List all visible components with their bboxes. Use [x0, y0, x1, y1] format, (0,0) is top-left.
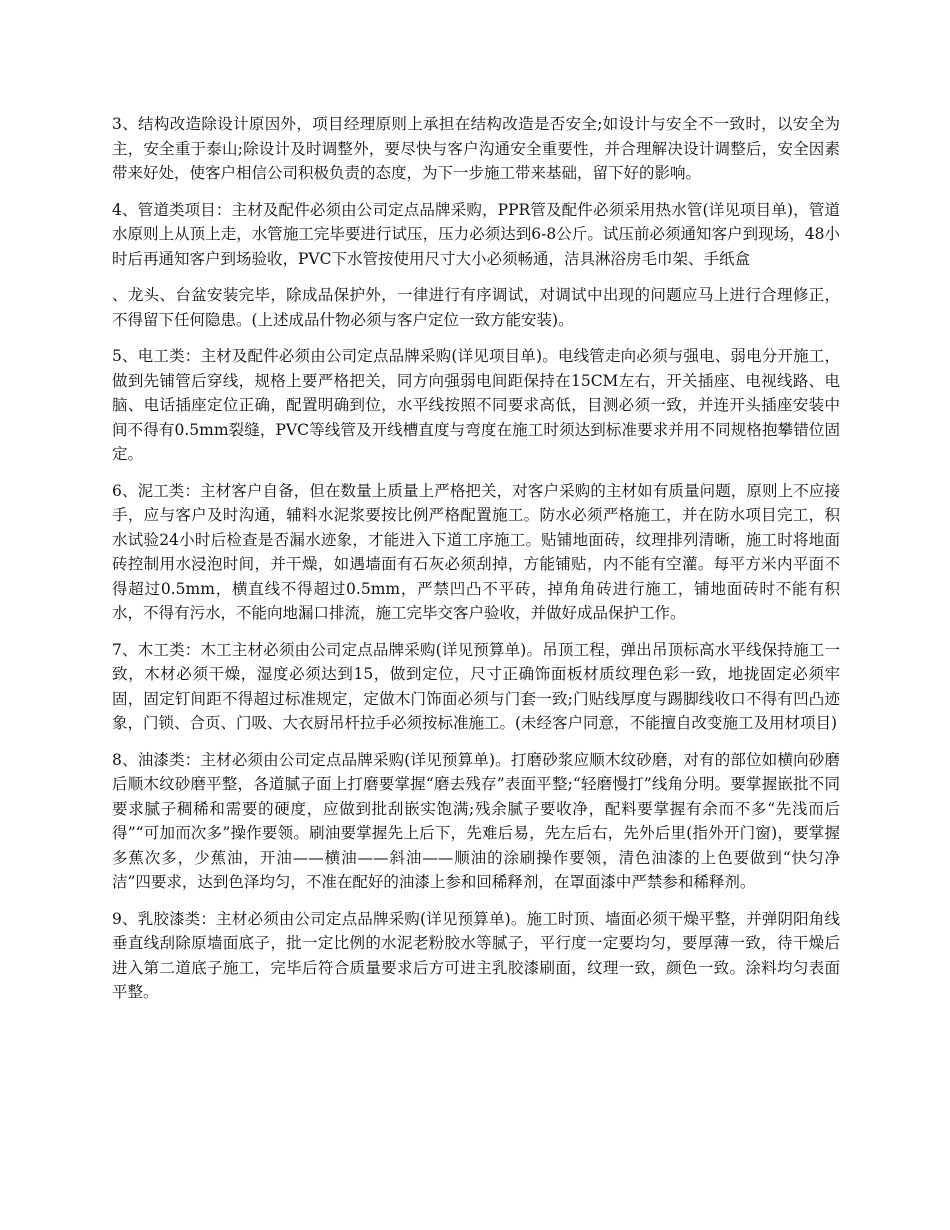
- paragraph-carpentry: 7、木工类：木工主材必须由公司定点品牌采购(详见预算单)。吊顶工程，弹出吊顶标高水平线保持施工一致，木材必须干燥，湿度必须达到15，做到定位，尺寸正确饰面板材质纹理色彩一致，地拢固定必须牢固，固定钉间距不得超过标准规定，定做木门饰面必须与门套一致;门贴线厚度与踢脚线收口不得有凹凸迹象，门锁、合页、门吸、大衣厨吊杆拉手必须按标准施工。(未经客户同意，不能擅自改变施工及用材项目): [112, 640, 840, 732]
- document-body: [112, 112, 840, 1017]
- paragraph-painting: 8、油漆类：主材必须由公司定点品牌采购(详见预算单)。打磨砂浆应顺木纹砂磨，对有的部位如横向砂磨后顺木纹砂磨平整，各道腻子面上打磨要掌握“磨去残存”表面平整;“轻磨慢打”线角分明。要掌握嵌批不同要求腻子稠稀和需要的硬度，应做到批刮嵌实饱满;残余腻子要收净，配料要掌握有余而不多“先浅而后得”“可加而次多”操作要领。刷油要掌握先上后下，先难后易，先左后右，先外后里(指外开门窗)，要掌握多蕉次多，少蕉油，开油——横油——斜油——顺油的涂刷操作要领，清色油漆的上色要做到“快匀净洁”四要求，达到色泽均匀，不准在配好的油漆上参和回稀释剂，在罩面漆中严禁参和稀释剂。: [112, 750, 840, 891]
- paragraph-masonry: 6、泥工类：主材客户自备，但在数量上质量上严格把关，对客户采购的主材如有质量问题，原则上不应接手，应与客户及时沟通，辅料水泥浆要按比例严格配置施工。防水必须严格施工，并在防水项目完工，积水试验24小时后检查是否漏水迹象，才能进入下道工序施工。贴铺地面砖，纹理排列清晰，施工时将地面砖控制用水浸泡时间，并干燥，如遇墙面有石灰必须刮掉，方能铺贴，内不能有空灌。每平方米内平面不得超过0.5mm，横直线不得超过0.5mm，严禁凹凸不平砖，掉角角砖进行施工，铺地面砖时不能有积水，不得有污水，不能向地漏口排流，施工完毕交客户验收，并做好成品保护工作。: [112, 481, 840, 622]
- paragraph-structural-modification: 3、结构改造除设计原因外，项目经理原则上承担在结构改造是否安全;如设计与安全不一致时，以安全为主，安全重于泰山;除设计及时调整外，要尽快与客户沟通安全重要性，并合理解决设计调整后，安全因素带来好处，使客户相信公司积极负责的态度，为下一步施工带来基础，留下好的影响。: [112, 115, 840, 182]
- paragraph-latex-paint: 9、乳胶漆类：主材必须由公司定点品牌采购(详见预算单)。施工时顶、墙面必须干燥平整，并弹阴阳角线垂直线刮除原墙面底子，批一定比例的水泥老粉胶水等腻子，平行度一定要均匀，要厚薄一致，待干燥后进入第二道底子施工，完毕后符合质量要求后方可进主乳胶漆刷面，纹理一致，颜色一致。涂料均匀表面平整。: [112, 909, 840, 1001]
- paragraph-plumbing-continued: 、龙头、台盆安装完毕，除成品保护外，一律进行有序调试，对调试中出现的问题应马上进行合理修正，不得留下任何隐患。(上述成品什物必须与客户定位一致方能安装)。: [112, 286, 840, 329]
- paragraph-electrical: 5、电工类：主材及配件必须由公司定点品牌采购(详见项目单)。电线管走向必须与强电、弱电分开施工，做到先铺管后穿线，规格上要严格把关，同方向强弱电间距保持在15CM左右，开关插座、电视线路、电脑、电话插座定位正确，配置明确到位，水平线按照不同要求高低，目测必须一致，并连开头插座安装中间不得有0.5mm裂缝，PVC等线管及开线槽直度与弯度在施工时须达到标准要求并用不同规格抱攀错位固定。: [112, 347, 840, 463]
- paragraph-plumbing: 4、管道类项目：主材及配件必须由公司定点品牌采购，PPR管及配件必须采用热水管(详见项目单)，管道水原则上从顶上走，水管施工完毕要进行试压，压力必须达到6-8公斤。试压前必须通知客户到现场，48小时后再通知客户到场验收，PVC下水管按使用尺寸大小必须畅通，洁具淋浴房毛巾架、手纸盒: [112, 200, 840, 268]
